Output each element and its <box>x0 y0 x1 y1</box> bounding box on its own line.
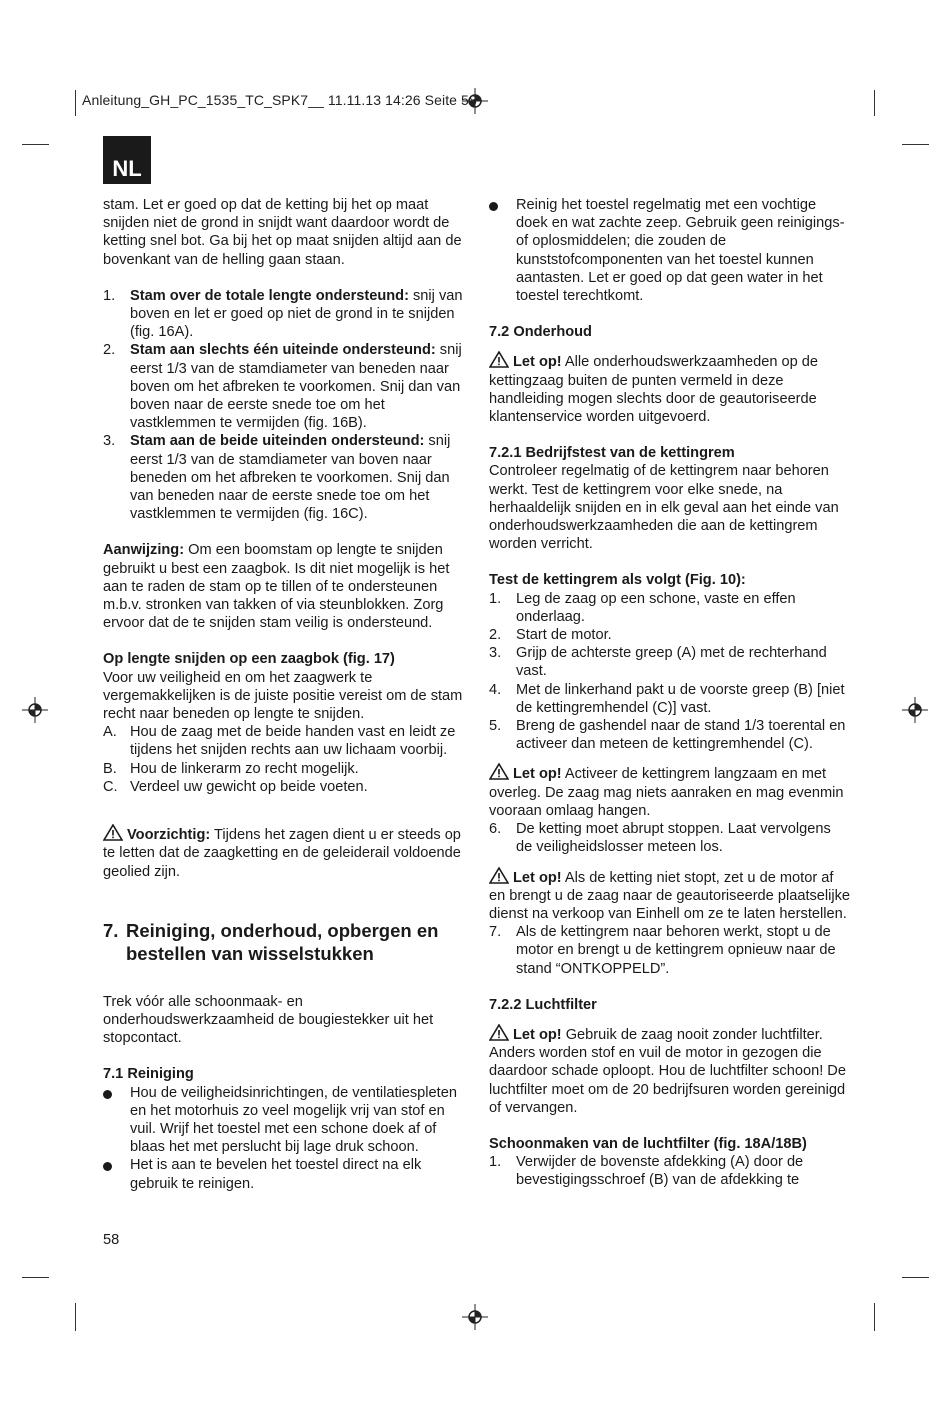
warning-paragraph: Let op! Activeer de kettingrem langzaam en met overleg. De zaag mag niets aanraken en mag evenmin vooraan omlaag hangen. <box>489 763 851 820</box>
bullet-item: Reinig het toestel regelmatig met een vochtige doek en wat zachte zeep. Gebruik geen reinigings- of oplosmiddelen; die zouden de kunststofcomponenten van het toestel kunnen aantasten. Let er goed op dat geen water in het toestel terechtkomt. <box>489 196 851 305</box>
note-paragraph: Aanwijzing: Om een boomstam op lengte te snijden gebruikt u best een zaagbok. Is dit niet mogelijk is het aan te raden de stam op te tillen of te ondersteunen m.b.v. stronken van takken of via steunblokken. Zorg ervoor dat de te snijden stam veilig is ondersteund. <box>103 542 450 632</box>
paragraph: Trek vóór alle schoonmaak- en onderhoudswerkzaamheid de bougiestekker uit het stopcontact. <box>103 993 434 1047</box>
page-number: 58 <box>103 1232 120 1248</box>
list-item: A. Hou de zaag met de beide handen vast en leidt ze tijdens het snijden rechts aan uw lichaam voorbij. <box>103 724 456 759</box>
crop-mark <box>22 144 49 145</box>
subsection-heading: Op lengte snijden op een zaagbok (fig. 17) <box>103 651 395 668</box>
crop-mark <box>874 90 875 116</box>
subsection-heading: 7.2.1 Bedrijfstest van de kettingrem <box>489 445 735 462</box>
subsection-heading: 7.2 Onderhoud <box>489 324 592 341</box>
crop-mark <box>902 1277 929 1278</box>
subsection-heading: Schoonmaken van de luchtfilter (fig. 18A/18B) <box>489 1135 807 1152</box>
language-tab: NL <box>103 136 151 184</box>
list-item: B. Hou de linkerarm zo recht mogelijk. <box>103 760 359 777</box>
paragraph: Controleer regelmatig of de kettingrem naar behoren werkt. Test de kettingrem voor elke snede, na herhaaldelijk snijden en in elk geval aan het einde van onderhoudswerkzaamheden die aan de kettingrem worden verricht. <box>489 463 839 553</box>
print-slug: Anleitung_GH_PC_1535_TC_SPK7__ 11.11.13 14:26 Seite 58 <box>82 92 477 108</box>
list-item: 3. Stam aan de beide uiteinden ondersteund: snij eerst 1/3 van de stamdiameter van boven naar beneden om het afbreken te voorkomen. Snij dan van beneden naar de eerste snede toe om het vastklemmen te vermijden (fig. 16C). <box>103 433 451 523</box>
list-item: 3. Grijp de achterste greep (A) met de rechterhand vast. <box>489 645 827 680</box>
warning-paragraph: Let op! Alle onderhoudswerkzaamheden op de kettingzaag buiten de punten vermeld in deze handleiding mogen slechts door de geautoriseerde klantenservice worden uitgevoerd. <box>489 351 851 426</box>
section-heading: 7. Reiniging, onderhoud, opbergen en bestellen van wisselstukken <box>103 919 439 964</box>
list-item: 2. Start de motor. <box>489 627 612 644</box>
crop-mark <box>874 1303 875 1331</box>
list-item: 2. Stam aan slechts één uiteinde ondersteund: snij eerst 1/3 van de stamdiameter van beneden naar boven om het afbreken te voorkomen. Snij dan van boven naar de eerste snede toe om het vastklemmen te vermijden (fig. 16B). <box>103 342 462 432</box>
paragraph: stam. Let er goed op dat de ketting bij het op maat snijden niet de grond in snijdt want daardoor wordt de ketting snel bot. Ga bij het op maat snijden altijd aan de bovenkant van de helling gaan staan. <box>103 197 462 268</box>
crop-mark <box>75 1303 76 1331</box>
left-column <box>103 196 465 1193</box>
warning-triangle-icon <box>489 351 509 368</box>
warning-paragraph: Let op! Gebruik de zaag nooit zonder luchtfilter. Anders worden stof en vuil de motor in gezogen die daardoor schade oploopt. Hou de luchtfilter schoon! De luchtfilter moet om de 20 bedrijfsuren worden gereinigd of vervangen. <box>489 1024 851 1117</box>
registration-mark-icon <box>462 1304 488 1330</box>
subsection-heading: 7.2.2 Luchtfilter <box>489 996 597 1013</box>
warning-triangle-icon <box>489 1024 509 1041</box>
crop-mark <box>22 1277 49 1278</box>
bullet-item: Het is aan te bevelen het toestel direct na elk gebruik te reinigen. <box>103 1156 465 1192</box>
registration-mark-icon <box>22 697 48 723</box>
list-item: 7. Als de kettingrem naar behoren werkt, stopt u de motor en brengt u de kettingrem opnieuw naar de stand “ONTKOPPELD”. <box>489 924 836 977</box>
list-item: 1. Verwijder de bovenste afdekking (A) door de bevestigingsschroef (B) van de afdekking te <box>489 1154 804 1189</box>
list-item: C. Verdeel uw gewicht op beide voeten. <box>103 778 368 795</box>
list-item: 1. Leg de zaag op een schone, vaste en effen onderlaag. <box>489 590 796 625</box>
bullet-item: Hou de veiligheidsinrichtingen, de ventilatiespleten en het motorhuis zo veel mogelijk vrij van stof en vuil. Wrijf het toestel met een schone doek af of blaas het met perslucht bij lage druk schoon. <box>103 1084 465 1157</box>
warning-triangle-icon <box>489 763 509 780</box>
list-item: 4. Met de linkerhand pakt u de voorste greep (B) [niet de kettingremhendel (C)] vast. <box>489 681 845 716</box>
caution-paragraph: Voorzichtig: Tijdens het zagen dient u er steeds op te letten dat de zaagketting en de geleiderail voldoende geolied zijn. <box>103 824 465 881</box>
crop-mark <box>75 90 76 116</box>
registration-mark-icon <box>902 697 928 723</box>
list-item: 6. De ketting moet abrupt stoppen. Laat vervolgens de veiligheidslosser meteen los. <box>489 821 831 856</box>
subsection-heading: Test de kettingrem als volgt (Fig. 10): <box>489 572 746 589</box>
warning-paragraph: Let op! Als de ketting niet stopt, zet u de motor af en brengt u de zaag naar de geautoriseerde plaatselijke dienst na verkoop van Einhell om ze te laten herstellen. <box>489 867 851 924</box>
warning-triangle-icon <box>103 824 123 841</box>
warning-triangle-icon <box>489 867 509 884</box>
list-item: 1. Stam over de totale lengte ondersteund: snij van boven en let er goed op niet de grond in te snijden (fig. 16A). <box>103 287 463 341</box>
subsection-heading: 7.1 Reiniging <box>103 1066 194 1083</box>
right-column <box>489 196 851 1190</box>
crop-mark <box>902 144 929 145</box>
paragraph: Voor uw veiligheid en om het zaagwerk te vergemakkelijken is de juiste positie vereist om de stam recht naar beneden op lengte te snijden. <box>103 669 463 723</box>
list-item: 5. Breng de gashendel naar de stand 1/3 toerental en activeer dan meteen de kettingremhendel (C). <box>489 718 846 753</box>
